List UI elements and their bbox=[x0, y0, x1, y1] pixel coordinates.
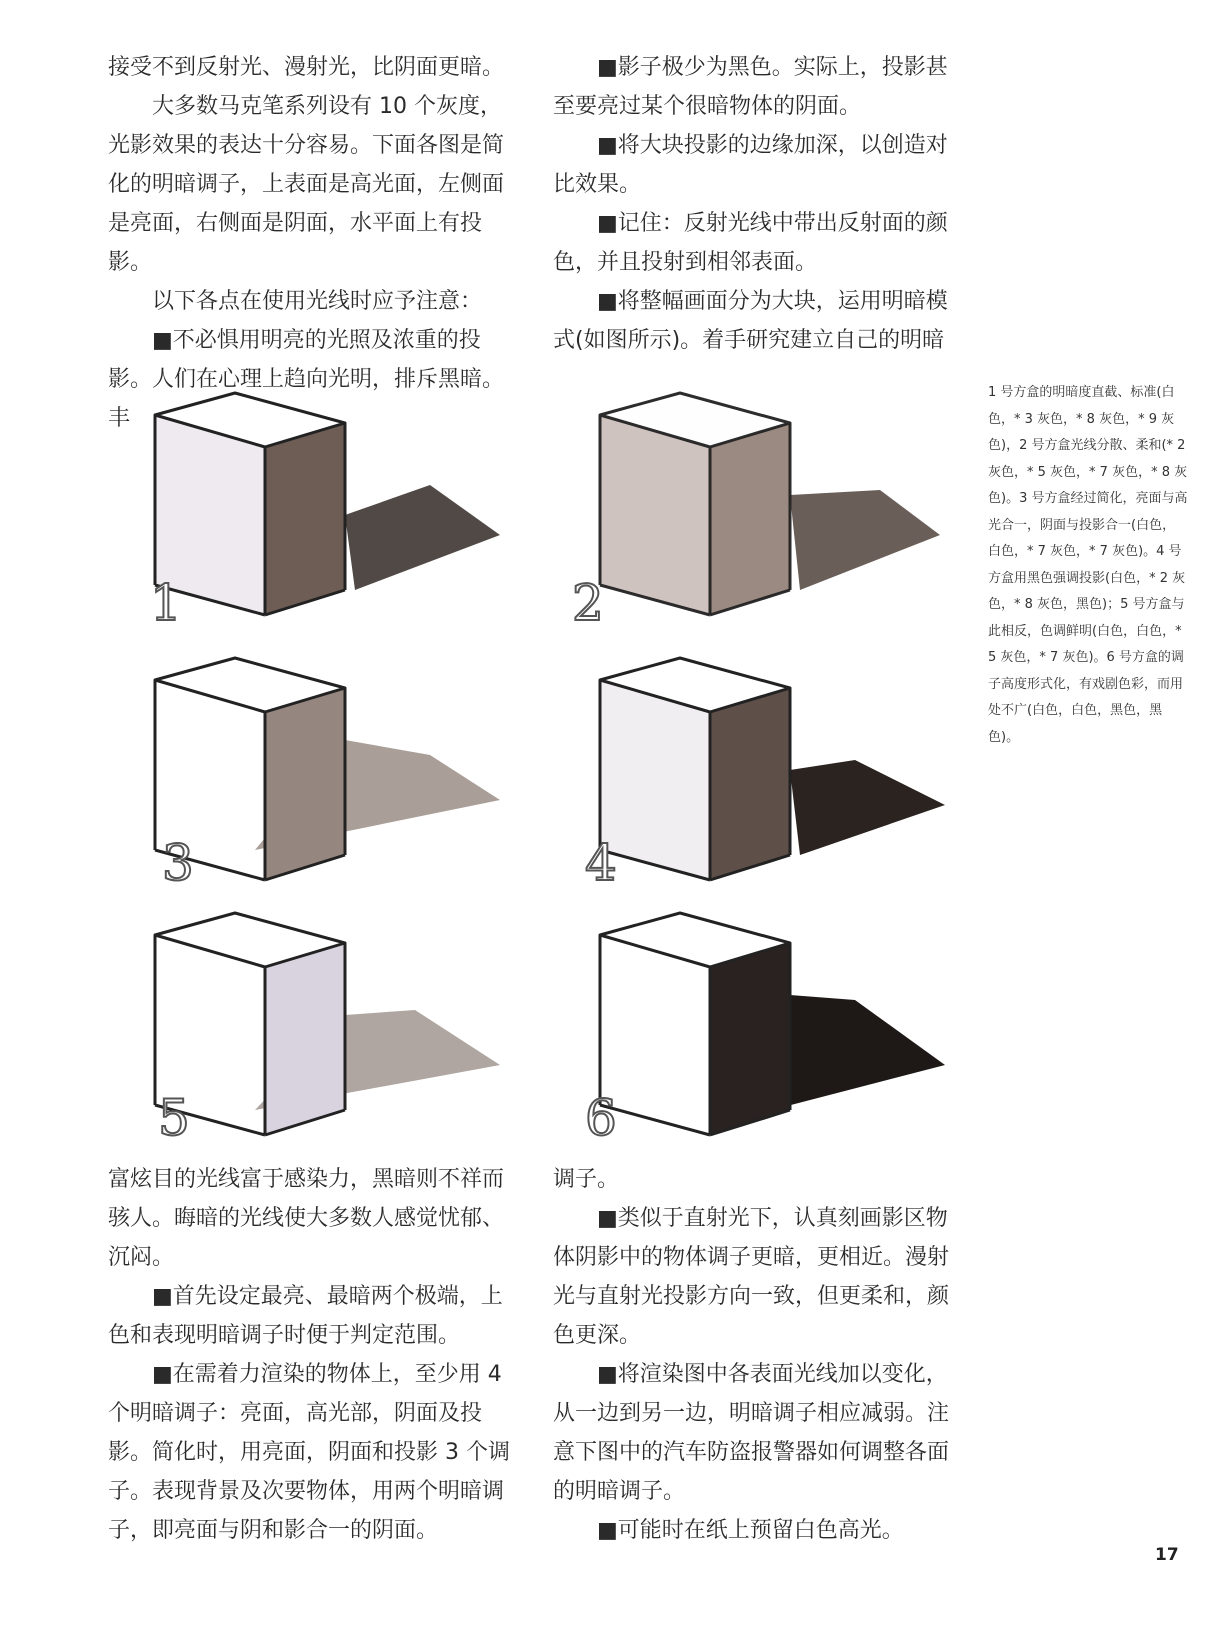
paragraph: 调子。 bbox=[553, 1167, 620, 1192]
paragraph: 大多数马克笔系列设有 10 个灰度，光影效果的表达十分容易。下面各图是简化的明暗调子，上表面是高光面，左侧面是亮面，右侧面是阴面，水平面上有投影。 bbox=[108, 94, 505, 275]
paragraph: 富炫目的光线富于感染力，黑暗则不祥而骇人。晦暗的光线使大多数人感觉忧郁、沉闷。 bbox=[108, 1167, 505, 1270]
figure-label-1: 1 bbox=[150, 574, 182, 632]
figure-label-4: 4 bbox=[585, 834, 617, 892]
cube-5 bbox=[155, 913, 500, 1135]
figure-caption: 1 号方盒的明暗度直截、标准(白色，* 3 灰色，* 8 灰色，* 9 灰色)，2 号方盒光线分散、柔和(* 2 灰色，* 5 灰色，* 7 灰色，* 8 灰色)。3 号方盒经过简化，亮面与高光合一，阴面与投影合一(白色，白色，* 7 灰色，* 7 灰色)。4 号方盒用黑色强调投影(白色，* 2 灰色，* 8 灰色，黑色)；5 号方盒与此相反，色调鲜明(白色，白色，* 5 灰色，* 7 灰色)。6 号方盒的调子高度形式化，有戏剧色彩，而用处不广(白色，白色，黑色，黑色)。 bbox=[988, 385, 1188, 745]
right-column-bottom bbox=[553, 1160, 958, 1550]
cube-2 bbox=[600, 393, 940, 615]
cube-4 bbox=[600, 658, 945, 880]
paragraph: ■不必惧用明亮的光照及浓重的投影。人们在心理上趋向光明，排斥黑暗。丰 bbox=[108, 328, 505, 431]
figure-label-3: 3 bbox=[162, 834, 194, 892]
paragraph: 接受不到反射光、漫射光，比阴面更暗。 bbox=[108, 55, 505, 80]
paragraph: ■将整幅画面分为大块，运用明暗模式(如图所示)。着手研究建立自己的明暗 bbox=[553, 289, 948, 353]
cube-3 bbox=[155, 658, 500, 880]
paragraph: ■影子极少为黑色。实际上，投影甚至要亮过某个很暗物体的阴面。 bbox=[553, 55, 948, 119]
paragraph: ■将渲染图中各表面光线加以变化，从一边到另一边，明暗调子相应减弱。注意下图中的汽车防盗报警器如何调整各面的明暗调子。 bbox=[553, 1362, 950, 1504]
paragraph: 以下各点在使用光线时应予注意： bbox=[152, 289, 483, 314]
cube-6 bbox=[600, 913, 945, 1135]
left-column-bottom bbox=[108, 1160, 516, 1550]
paragraph: ■将大块投影的边缘加深，以创造对比效果。 bbox=[553, 133, 948, 197]
left-column-top bbox=[108, 48, 508, 438]
paragraph: ■类似于直射光下，认真刻画影区物体阴影中的物体调子更暗，更相近。漫射光与直射光投影方向一致，但更柔和，颜色更深。 bbox=[553, 1206, 950, 1348]
page-number: 17 bbox=[1155, 1545, 1179, 1565]
paragraph: ■记住：反射光线中带出反射面的颜色，并且投射到相邻表面。 bbox=[553, 211, 948, 275]
paragraph: ■首先设定最亮、最暗两个极端，上色和表现明暗调子时便于判定范围。 bbox=[108, 1284, 503, 1348]
figure-label-5: 5 bbox=[158, 1089, 190, 1147]
right-column-top bbox=[553, 48, 953, 360]
paragraph: ■在需着力渲染的物体上，至少用 4 个明暗调子：亮面，高光部，阴面及投影。简化时，用亮面，阴面和投影 3 个调子。表现背景及次要物体，用两个明暗调子，即亮面与阴和影合一的阴面。 bbox=[108, 1362, 510, 1543]
figure-label-2: 2 bbox=[572, 574, 604, 632]
paragraph: ■可能时在纸上预留白色高光。 bbox=[597, 1518, 904, 1543]
figure-label-6: 6 bbox=[585, 1089, 617, 1147]
